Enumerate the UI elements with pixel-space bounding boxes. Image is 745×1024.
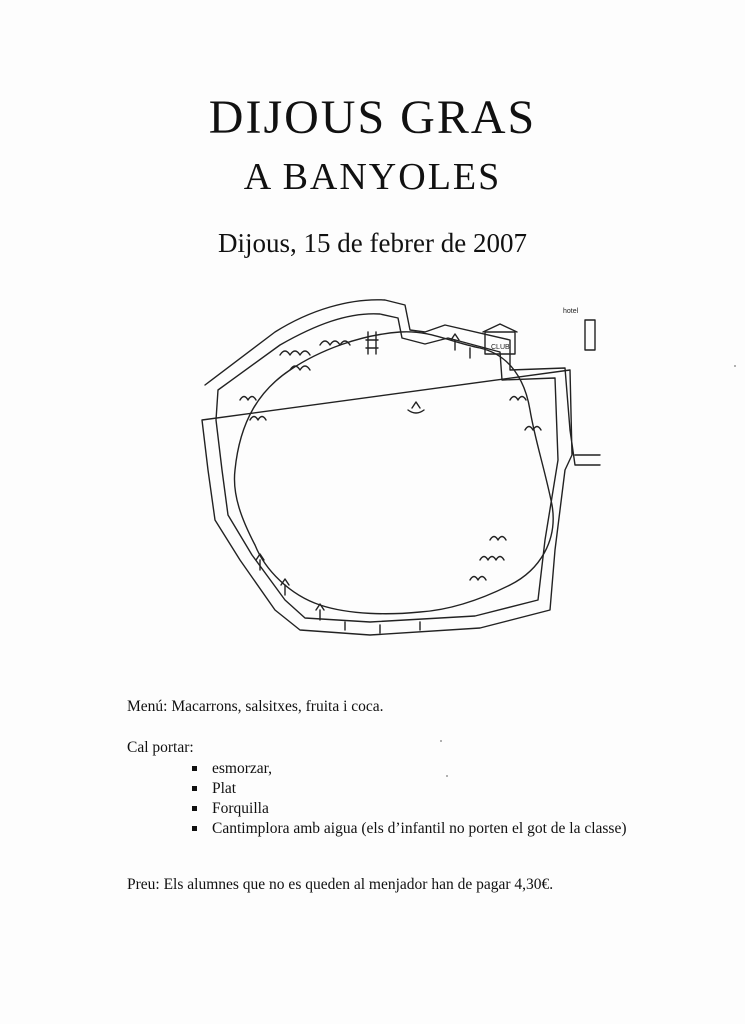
scan-speck (446, 775, 448, 777)
list-item-text: Cantimplora amb aigua (els d’infantil no porten el got de la classe) (212, 820, 627, 837)
price-text: Preu: Els alumnes que no es queden al menjador han de pagar 4,30€. (127, 876, 554, 893)
list-item-text: Forquilla (212, 800, 269, 817)
page-title: DIJOUS GRAS (208, 91, 537, 144)
list-item-text: esmorzar, (212, 760, 273, 777)
lake-shoreline (234, 332, 553, 614)
list-item (190, 759, 630, 779)
list-item (190, 819, 630, 839)
boat-sketch (408, 402, 424, 413)
list-item (190, 779, 630, 799)
list-item-text: Plat (212, 780, 237, 797)
club-roof (483, 324, 517, 332)
event-date: Dijous, 15 de febrer de 2007 (218, 228, 527, 258)
list-item (190, 799, 630, 819)
scan-speck (440, 740, 442, 742)
scan-speck (734, 365, 736, 367)
lake-drawing (180, 270, 610, 655)
club-label: CLUB (491, 344, 510, 351)
inner-path-line (216, 314, 558, 622)
bullet-icon (192, 826, 197, 831)
hotel-sign (585, 320, 595, 350)
vegetation-squiggles (240, 341, 541, 580)
items-list (190, 759, 630, 839)
menu-text: Menú: Macarrons, salsitxes, fruita i coca. (127, 698, 384, 715)
bullet-icon (192, 786, 197, 791)
bullet-icon (192, 806, 197, 811)
cal-portar-label: Cal portar: (127, 739, 194, 756)
lake-map-sketch (180, 270, 610, 655)
bullet-icon (192, 766, 197, 771)
hotel-label: hotel (563, 308, 579, 315)
page-subtitle: A BANYOLES (243, 156, 502, 198)
